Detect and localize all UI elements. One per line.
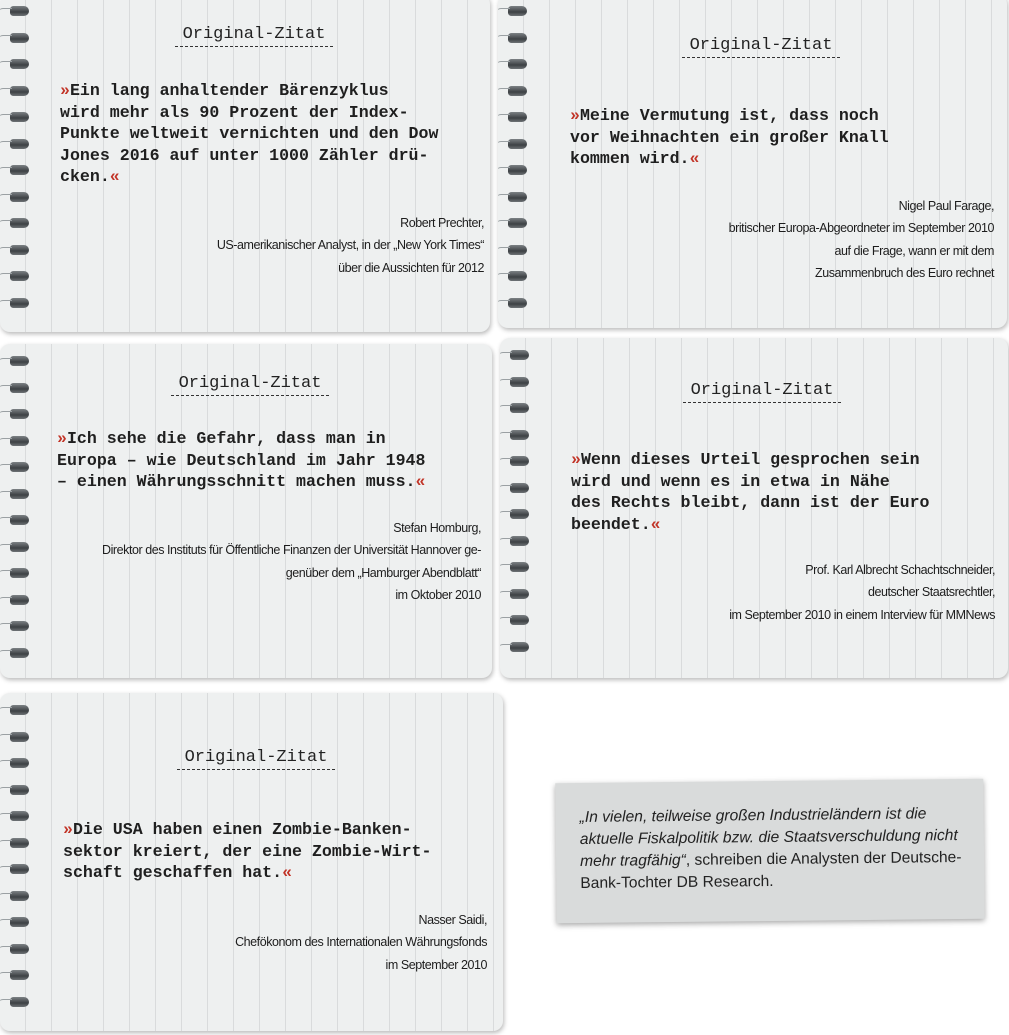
open-quote-mark: » bbox=[570, 106, 580, 125]
spiral-binding bbox=[0, 344, 28, 678]
close-quote-mark: « bbox=[282, 863, 293, 882]
quote-source bbox=[47, 909, 487, 976]
spiral-ring bbox=[10, 944, 29, 954]
quote-text: »Meine Vermutung ist, dass noch vor Weihnachten ein großer Knall kommen wird.« bbox=[570, 106, 889, 168]
spiral-ring bbox=[510, 642, 529, 652]
close-quote-mark: « bbox=[109, 167, 120, 186]
spiral-ring bbox=[10, 271, 29, 281]
source-line: Nasser Saidi, bbox=[418, 913, 487, 927]
spiral-ring bbox=[10, 436, 29, 446]
spiral-ring bbox=[510, 562, 529, 572]
spiral-binding bbox=[0, 693, 28, 1031]
spiral-ring bbox=[510, 403, 529, 413]
spiral-ring bbox=[508, 112, 527, 122]
spiral-ring bbox=[10, 489, 29, 499]
spiral-ring bbox=[10, 462, 29, 472]
spiral-ring bbox=[510, 350, 529, 360]
quote-card-4 bbox=[500, 338, 1008, 678]
quote-source bbox=[574, 195, 994, 284]
spiral-ring bbox=[10, 298, 29, 308]
spiral-ring bbox=[10, 732, 29, 742]
spiral-ring bbox=[10, 192, 29, 202]
open-quote-mark: » bbox=[571, 450, 581, 469]
spiral-ring bbox=[10, 811, 29, 821]
quote-text: »Wenn dieses Urteil gesprochen sein wird und wenn es in etwa in Nähe des Rechts bleibt, dann ist der Euro beendet.« bbox=[571, 450, 930, 534]
card-heading: Original-Zitat bbox=[676, 36, 846, 58]
spiral-ring bbox=[10, 6, 29, 16]
spiral-ring bbox=[508, 192, 527, 202]
source-line: über die Aussichten für 2012 bbox=[338, 260, 484, 275]
spiral-ring bbox=[10, 33, 29, 43]
spiral-ring bbox=[508, 6, 527, 16]
spiral-ring bbox=[10, 838, 29, 848]
source-line: im September 2010 in einem Interview für MMNews bbox=[729, 607, 995, 622]
source-line: Stefan Homburg, bbox=[393, 521, 481, 535]
source-line: Zusammenbruch des Euro rechnet bbox=[815, 265, 994, 280]
quote-card-1 bbox=[0, 0, 490, 332]
open-quote-mark: » bbox=[57, 429, 67, 448]
spiral-ring bbox=[10, 758, 29, 768]
source-line: Direktor des Instituts für Öffentliche Finanzen der Universität Hannover ge- bbox=[102, 543, 481, 558]
quote-source bbox=[64, 212, 484, 279]
card-heading: Original-Zitat bbox=[169, 25, 339, 47]
source-line: Nigel Paul Farage, bbox=[898, 199, 994, 213]
source-line: genüber dem „Hamburger Abendblatt“ bbox=[285, 565, 481, 580]
spiral-ring bbox=[10, 970, 29, 980]
quote-source bbox=[21, 517, 481, 606]
source-line: deutscher Staatsrechtler, bbox=[867, 585, 995, 600]
spiral-ring bbox=[508, 298, 527, 308]
spiral-ring bbox=[10, 648, 29, 658]
close-quote-mark: « bbox=[650, 514, 661, 534]
spiral-ring bbox=[10, 891, 29, 901]
note-text bbox=[580, 803, 975, 895]
research-note bbox=[555, 779, 984, 923]
spiral-ring bbox=[508, 245, 527, 255]
source-line: Robert Prechter, bbox=[400, 216, 484, 230]
card-heading: Original-Zitat bbox=[165, 374, 335, 396]
spiral-ring bbox=[510, 377, 529, 387]
quote-card-2 bbox=[498, 0, 1007, 328]
close-quote-mark: « bbox=[415, 472, 426, 491]
source-line: Chefökonom des Internationalen Währungsfonds bbox=[235, 935, 487, 950]
quote-text: »Ich sehe die Gefahr, dass man in Europa – wie Deutschland im Jahr 1948 – einen Währungsschnitt machen muss.« bbox=[57, 429, 426, 491]
spiral-ring bbox=[10, 165, 29, 175]
spiral-ring bbox=[508, 165, 527, 175]
source-line: auf die Frage, wann er mit dem bbox=[834, 243, 994, 258]
spiral-ring bbox=[10, 86, 29, 96]
spiral-ring bbox=[10, 356, 29, 366]
spiral-ring bbox=[510, 456, 529, 466]
quote-card-3 bbox=[0, 344, 492, 678]
spiral-ring bbox=[510, 509, 529, 519]
spiral-ring bbox=[510, 483, 529, 493]
spiral-ring bbox=[10, 112, 29, 122]
quote-card-5 bbox=[0, 693, 503, 1031]
spiral-ring bbox=[10, 245, 29, 255]
spiral-ring bbox=[10, 705, 29, 715]
spiral-ring bbox=[508, 59, 527, 69]
spiral-ring bbox=[508, 271, 527, 281]
spiral-ring bbox=[510, 430, 529, 440]
spiral-ring bbox=[10, 997, 29, 1007]
spiral-ring bbox=[10, 409, 29, 419]
spiral-ring bbox=[10, 785, 29, 795]
source-line: US-amerikanischer Analyst, in der „New York Times“ bbox=[216, 238, 484, 253]
note-italic-quote: „In vielen, teilweise großen Industrieländern ist die aktuelle Fiskalpolitik bzw. die Staatsverschuldung nicht mehr tragfähig“ bbox=[579, 805, 958, 870]
spiral-ring bbox=[10, 139, 29, 149]
quote-text: »Die USA haben einen Zombie-Banken- sektor kreiert, der eine Zombie-Wirt- schaft geschaffen hat.« bbox=[63, 820, 432, 882]
source-line: Prof. Karl Albrecht Schachtschneider, bbox=[805, 563, 995, 577]
open-quote-mark: » bbox=[60, 81, 70, 100]
spiral-ring bbox=[10, 218, 29, 228]
spiral-ring bbox=[10, 59, 29, 69]
spiral-ring bbox=[510, 589, 529, 599]
spiral-binding bbox=[0, 0, 28, 332]
source-line: im September 2010 bbox=[385, 957, 487, 972]
open-quote-mark: » bbox=[63, 820, 73, 839]
spiral-ring bbox=[508, 139, 527, 149]
source-line: britischer Europa-Abgeordneter im September 2010 bbox=[728, 221, 994, 236]
spiral-ring bbox=[508, 33, 527, 43]
spiral-ring bbox=[510, 536, 529, 546]
quote-text: »Ein lang anhaltender Bärenzyklus wird mehr als 90 Prozent der Index- Punkte weltweit vernichten und den Dow Jones 2016 auf unter 1000 Zähler drü- cken.« bbox=[60, 81, 439, 186]
source-line: im Oktober 2010 bbox=[395, 587, 481, 602]
card-heading: Original-Zitat bbox=[677, 381, 847, 403]
quote-source bbox=[555, 559, 995, 626]
spiral-ring bbox=[10, 864, 29, 874]
spiral-binding bbox=[500, 338, 528, 678]
spiral-binding bbox=[498, 0, 526, 328]
spiral-ring bbox=[10, 917, 29, 927]
note-regular-text: , schreiben die Analysten der Deutsche-Bank-Tochter DB Research. bbox=[580, 848, 962, 892]
spiral-ring bbox=[10, 383, 29, 393]
spiral-ring bbox=[508, 86, 527, 96]
spiral-ring bbox=[510, 615, 529, 625]
card-heading: Original-Zitat bbox=[171, 748, 341, 770]
spiral-ring bbox=[10, 621, 29, 631]
spiral-ring bbox=[508, 218, 527, 228]
close-quote-mark: « bbox=[689, 149, 700, 168]
